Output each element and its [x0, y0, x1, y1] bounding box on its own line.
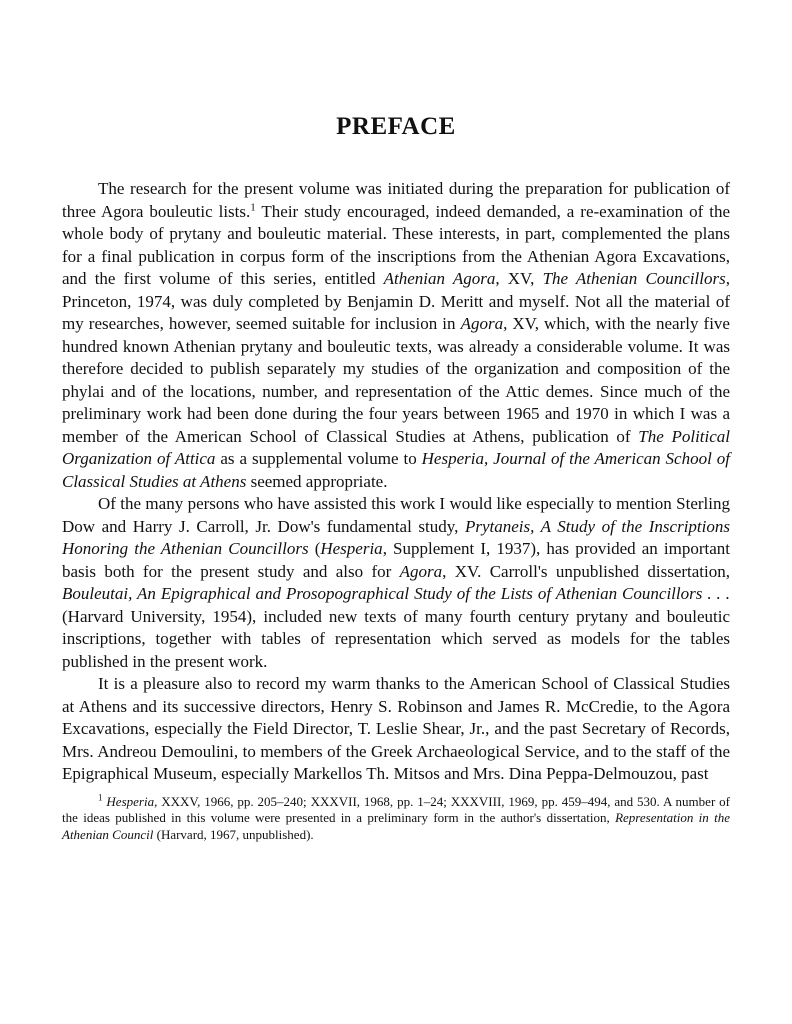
italic-title: Athenian Agora: [383, 269, 496, 288]
page-title: PREFACE: [336, 113, 456, 140]
footnote: [62, 794, 730, 844]
text-run: , XV, which, with the nearly five hundred known Athenian prytany and bouleutic texts, was already a considerable volume. It was therefore decided to publish separately my studies of the organization and composition of the phylai and of the locations, number, and representation of the Attic demes. Since much of the preliminary work had been done during the four years between 1965 and 1970 in which I was a member of the American School of Classical Studies at Athens, publication of: [62, 314, 730, 446]
text-run: (Harvard University, 1954), included new texts of many fourth century prytany and bouleutic inscriptions, together with tables of representation which served as models for the tables published in the present work.: [62, 606, 730, 671]
text-run: , XV. Carroll's unpublished dissertation,: [442, 561, 730, 581]
text-run: Their study encouraged, indeed demanded, a re-examination of the whole body of prytany and bouleutic material. These interests, in part, complemented the plans for a final publication in corpus form of the inscriptions from the Athenian Agora Excavations, and the first volume of this series, entitled: [62, 201, 730, 288]
text-run: Of the many persons who have assisted this work I would like especially to mention Sterling Dow and Harry J. Carroll, Jr. Dow's fundamental study,: [62, 494, 730, 536]
text-run: , Princeton, 1974, was duly completed by Benjamin D. Meritt and myself. Not all the material of my researches, however, seemed suitable for inclusion in: [62, 269, 730, 333]
footnote-number: 1: [98, 792, 103, 803]
text-run: , Supplement I, 1937), has provided an important basis both for the present study and also for: [62, 539, 730, 581]
page: [62, 112, 730, 844]
italic-title: Representation in the Athenian Council: [62, 810, 730, 843]
text-run: seemed appropriate.: [246, 471, 388, 491]
italic-title: The Athenian Councillors: [542, 269, 726, 288]
footnote-reference: 1: [250, 200, 256, 213]
italic-title: Agora: [399, 561, 443, 581]
text-run: , XXXV, 1966, pp. 205–240; XXXVII, 1968, pp. 1–24; XXXVIII, 1969, pp. 459–494, and 530. A number of the ideas published in this volume were presented in a preliminary form in the author's dissertation,: [62, 793, 730, 826]
italic-title: Agora: [460, 314, 504, 333]
text-run: , XV,: [495, 269, 543, 288]
text-run: The research for the present volume was initiated during the preparation for publication of three Agora bouleutic lists.: [62, 179, 730, 221]
text-run: as a supplemental volume to: [215, 449, 422, 468]
paragraph-acknowledgments: [62, 493, 730, 673]
italic-title: Prytaneis, A Study of the Inscriptions Honoring the Athenian Councillors: [62, 516, 730, 558]
italic-title: Bouleutai, An Epigraphical and Prosopographical Study of the Lists of Athenian Councillors . . .: [62, 584, 730, 603]
italic-title: Hesperia: [320, 539, 383, 558]
text-run: It is a pleasure also to record my warm thanks to the American School of Classical Studies at Athens and its successive directors, Henry S. Robinson and James R. McCredie, to the Agora Excavations, especially the Field Director, T. Leslie Shear, Jr., and the past Secretary of Records, Mrs. Andreou Demoulini, to members of the Greek Archaeological Service, and to the staff of the Epigraphical Museum, especially Markellos Th. Mitsos and Mrs. Dina Peppa-Delmouzou, past: [62, 674, 730, 783]
text-run: (: [308, 539, 321, 558]
italic-title: The Political Organization of Attica: [62, 426, 731, 468]
paragraph-thanks: [62, 673, 730, 786]
italic-title: Hesperia: [106, 793, 155, 809]
text-run: (Harvard, 1967, unpublished).: [153, 827, 314, 843]
italic-title: Hesperia, Journal of the American School of Classical Studies at Athens: [62, 449, 730, 491]
paragraph-research: [62, 178, 730, 493]
